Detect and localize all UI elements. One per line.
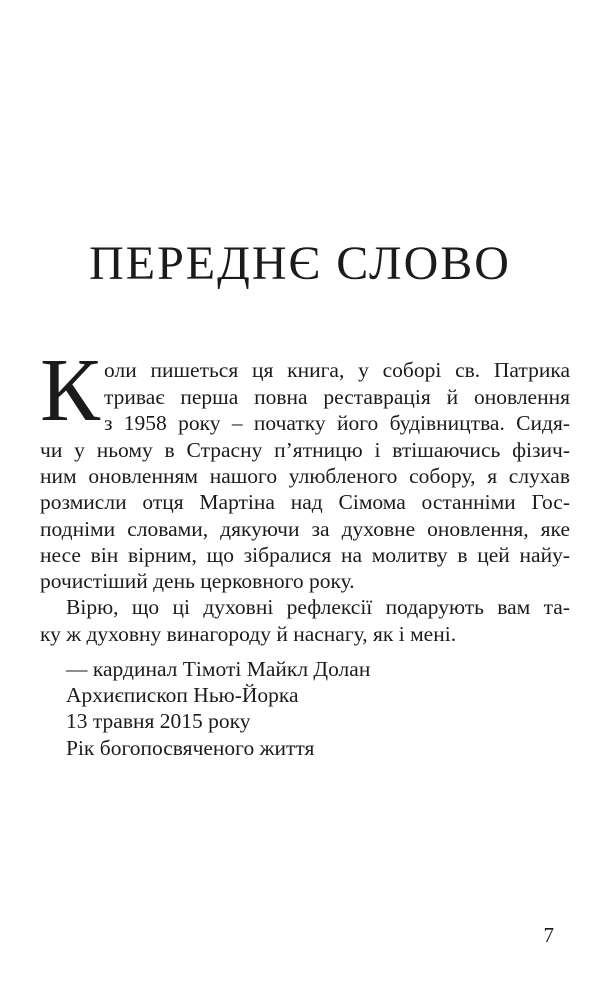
text-line: чи у ньому в Страсну п’ятницю і втішаючись фізич- bbox=[40, 438, 570, 462]
text-line: подніми словами, дякуючи за духовне оновлення, яке bbox=[40, 517, 570, 541]
drop-cap: К bbox=[40, 341, 101, 440]
signature-year-note: Рік богопосвяченого життя bbox=[66, 736, 315, 760]
page-number: 7 bbox=[543, 923, 554, 947]
chapter-title: ПЕРЕДНЄ СЛОВО bbox=[89, 237, 511, 290]
signature-author: — кардинал Тімоті Майкл Долан bbox=[66, 657, 371, 681]
text-line: Вірю, що ці духовні рефлексії подарують вам та- bbox=[66, 595, 570, 619]
signature-date: 13 травня 2015 року bbox=[66, 709, 251, 733]
text-line: з 1958 року – початку його будівництва. Сидя- bbox=[104, 411, 570, 435]
signature-title: Архиєпископ Нью-Йорка bbox=[66, 683, 299, 707]
text-line: несе він вірним, що зібралися на молитву в цей найу- bbox=[40, 543, 570, 567]
text-line: ку ж духовну винагороду й наснагу, як і мені. bbox=[40, 622, 457, 646]
text-line: розмисли отця Мартіна над Сімома останніми Гос- bbox=[40, 490, 570, 514]
text-line: рочистіший день церковного року. bbox=[40, 569, 355, 593]
text-line: триває перша повна реставрація й оновлення bbox=[104, 385, 570, 409]
text-line: ним оновленням нашого улюбленого собору, я слухав bbox=[40, 464, 570, 488]
text-line: оли пишеться ця книга, у соборі св. Патрика bbox=[104, 358, 570, 382]
